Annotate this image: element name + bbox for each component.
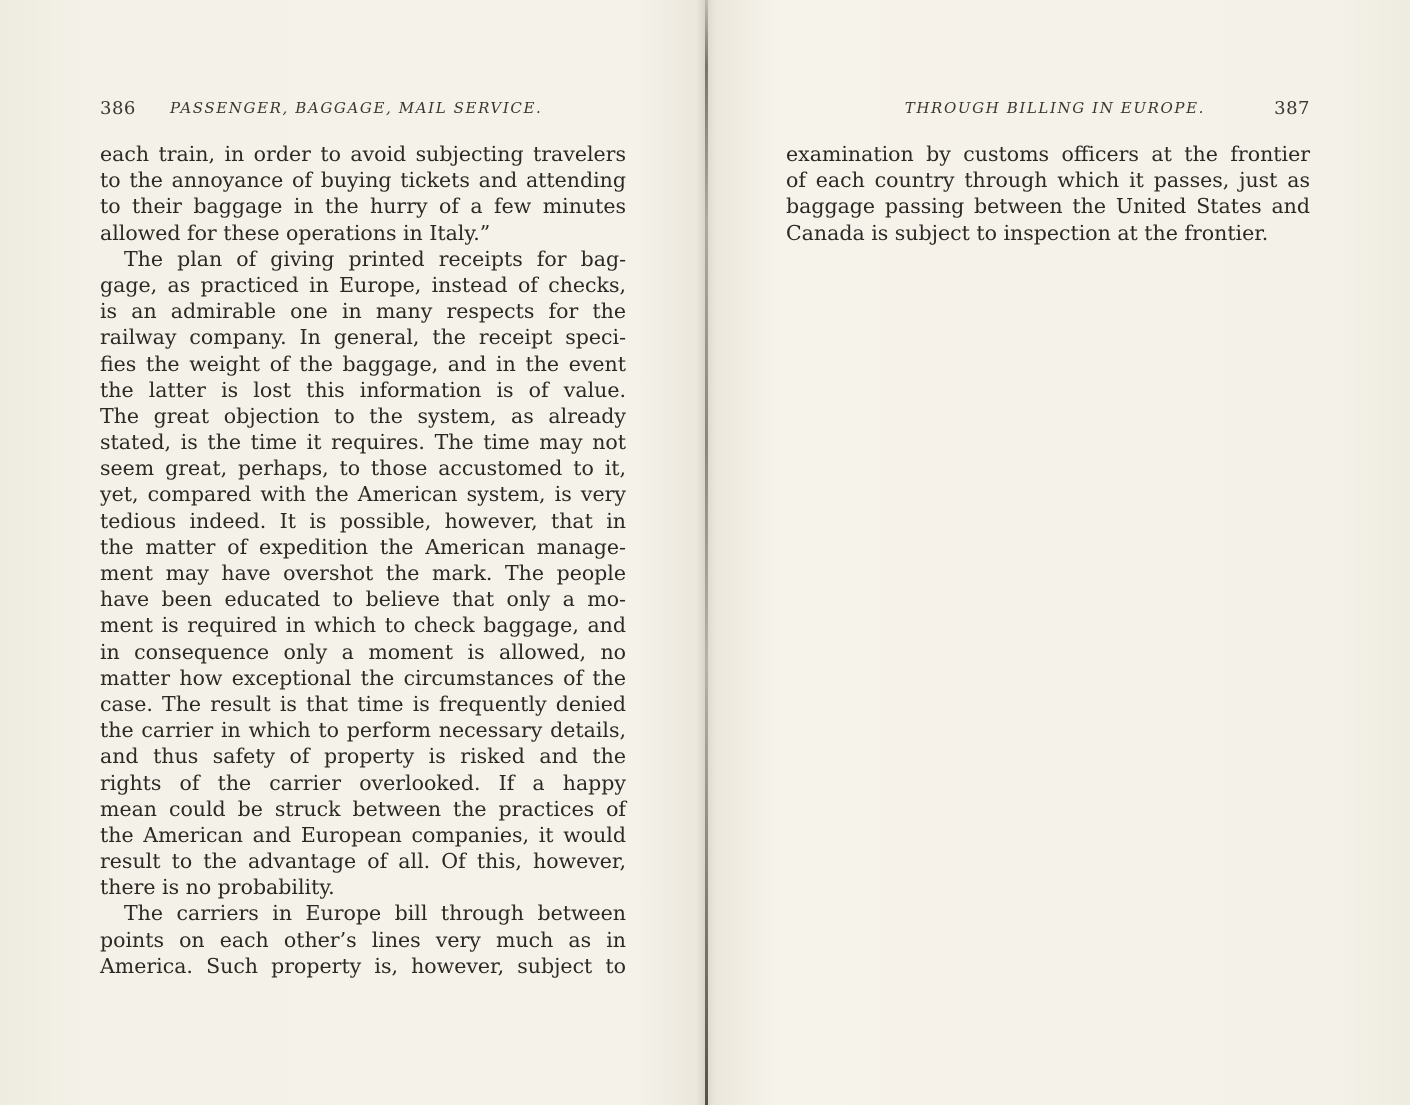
text-line: to the annoyance of buying tickets and attending xyxy=(100,168,626,193)
text-line: The great objection to the system, as already xyxy=(100,403,626,428)
text-line: gage, as practiced in Europe, instead of checks, xyxy=(100,272,626,297)
text-line: the carrier in which to perform necessary details, xyxy=(100,718,626,743)
text-line: ment may have overshot the mark. The people xyxy=(100,561,626,585)
text-line: each train, in order to avoid subjecting travelers xyxy=(100,142,626,166)
text-line: tedious indeed. It is possible, however, that in xyxy=(100,508,626,533)
right-page-number: 387 xyxy=(1274,98,1310,119)
left-running-head-title: PASSENGER, BAGGAGE, MAIL SERVICE. xyxy=(170,99,543,117)
text-line: rights of the carrier overlooked. If a happy xyxy=(100,770,626,795)
text-line: to their baggage in the hurry of a few minutes xyxy=(100,194,626,219)
text-line: case. The result is that time is frequently denied xyxy=(100,691,626,716)
text-line: is an admirable one in many respects for the xyxy=(100,299,626,324)
text-line: The carriers in Europe bill through between xyxy=(124,901,626,926)
text-line: America. Such property is, however, subject to xyxy=(100,953,626,978)
right-running-head-title: THROUGH BILLING IN EUROPE. xyxy=(904,99,1205,117)
text-line: fies the weight of the baggage, and in the event xyxy=(100,351,626,376)
text-line: railway company. In general, the receipt speci- xyxy=(100,325,626,350)
text-line: points on each other’s lines very much as in xyxy=(100,927,626,952)
left-page-number: 386 xyxy=(100,98,136,119)
text-line: mean could be struck between the practices of xyxy=(100,796,626,821)
text-line: the latter is lost this information is of value. xyxy=(100,377,626,402)
text-line: and thus safety of property is risked and the xyxy=(100,744,626,769)
text-line: result to the advantage of all. Of this, however, xyxy=(100,849,626,874)
text-line: seem great, perhaps, to those accustomed to it, xyxy=(100,456,626,481)
text-line: baggage passing between the United States and xyxy=(786,194,1310,219)
text-line: the matter of expedition the American manage- xyxy=(100,534,626,559)
right-body-text xyxy=(786,141,1310,246)
text-line: in consequence only a moment is allowed, no xyxy=(100,639,626,664)
text-line: examination by customs officers at the frontier xyxy=(786,142,1310,166)
text-line: ment is required in which to check baggage, and xyxy=(100,613,626,638)
text-line: of each country through which it passes, just as xyxy=(786,168,1310,193)
text-line: have been educated to believe that only a mo- xyxy=(100,587,626,612)
text-line: Canada is subject to inspection at the frontier. xyxy=(786,220,1269,245)
text-line: The plan of giving printed receipts for bag- xyxy=(124,246,626,271)
text-line: stated, is the time it requires. The time may not xyxy=(100,430,626,455)
text-line: matter how exceptional the circumstances of the xyxy=(100,665,626,690)
left-body-text xyxy=(100,141,626,979)
right-running-head xyxy=(788,98,1310,124)
text-line: allowed for these operations in Italy.” xyxy=(100,220,491,245)
right-page xyxy=(708,0,1410,1105)
left-running-head xyxy=(100,98,626,124)
text-line: the American and European companies, it would xyxy=(100,822,626,847)
text-line: there is no probability. xyxy=(100,875,335,900)
text-line: yet, compared with the American system, is very xyxy=(100,482,626,507)
